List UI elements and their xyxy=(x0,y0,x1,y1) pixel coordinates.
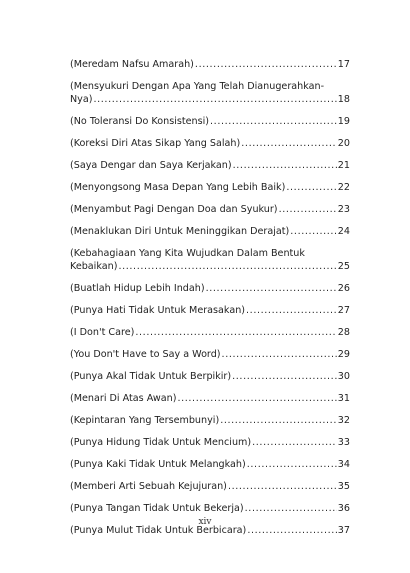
toc-title: (Buatlah Hidup Lebih Indah) xyxy=(70,283,205,294)
dot-leader xyxy=(290,225,337,238)
toc-title: (Punya Mulut Tidak Untuk Berbicara) xyxy=(70,525,247,536)
toc-page-number: 20 xyxy=(337,138,350,149)
toc-title: (Menari Di Atas Awan) xyxy=(70,393,177,404)
dot-leader xyxy=(286,181,336,194)
toc-title: (Punya Akal Tidak Untuk Berpikir) xyxy=(70,371,232,382)
dot-leader xyxy=(195,58,337,71)
dot-leader xyxy=(247,458,337,471)
dot-leader xyxy=(245,502,337,515)
toc-title: (No Toleransi Do Konsistensi) xyxy=(70,116,210,127)
dot-leader xyxy=(118,260,336,273)
dot-leader xyxy=(177,392,336,405)
dot-leader xyxy=(228,480,337,493)
toc-page-number: 18 xyxy=(337,94,350,105)
toc-entry xyxy=(70,115,350,128)
toc-page-number: 30 xyxy=(337,371,350,382)
dot-leader xyxy=(135,326,336,339)
toc-page-number: 28 xyxy=(337,327,350,338)
page-folio: xiv xyxy=(198,517,212,527)
toc-entry xyxy=(70,370,350,383)
toc-page-number: 21 xyxy=(337,160,350,171)
dot-leader xyxy=(279,203,337,216)
toc-entry xyxy=(70,414,350,427)
toc-entry xyxy=(70,203,350,216)
toc-title: (Menyongsong Masa Depan Yang Lebih Baik) xyxy=(70,182,286,193)
toc-page-number: 26 xyxy=(337,283,350,294)
toc-title: (You Don't Have to Say a Word) xyxy=(70,349,221,360)
dot-leader xyxy=(246,304,337,317)
toc-title: (Menyambut Pagi Dengan Doa dan Syukur) xyxy=(70,204,278,215)
toc-title-line1: (Mensyukuri Dengan Apa Yang Telah Dianugerahkan- xyxy=(70,81,325,92)
toc-title: (Punya Hati Tidak Untuk Merasakan) xyxy=(70,305,246,316)
toc-entry xyxy=(70,247,350,273)
toc-title: (Punya Kaki Tidak Untuk Melangkah) xyxy=(70,459,246,470)
toc-entry xyxy=(70,326,350,339)
toc-entry xyxy=(70,225,350,238)
dot-leader xyxy=(210,115,337,128)
toc-entry xyxy=(70,502,350,515)
toc-title: (Koreksi Diri Atas Sikap Yang Salah) xyxy=(70,138,241,149)
toc-entry xyxy=(70,80,350,106)
toc-entry xyxy=(70,348,350,361)
toc-entry xyxy=(70,58,350,71)
toc-entry xyxy=(70,436,350,449)
toc-page-number: 23 xyxy=(337,204,350,215)
toc-page-number: 29 xyxy=(337,349,350,360)
toc-page-number: 35 xyxy=(337,481,350,492)
toc-title: (Punya Tangan Tidak Untuk Bekerja) xyxy=(70,503,244,514)
toc-page-number: 25 xyxy=(337,261,350,272)
table-of-contents xyxy=(70,58,350,537)
toc-page-number: 36 xyxy=(337,503,350,514)
toc-title: (I Don't Care) xyxy=(70,327,135,338)
toc-entry xyxy=(70,392,350,405)
toc-title: (Saya Dengar dan Saya Kerjakan) xyxy=(70,160,232,171)
toc-title: (Meredam Nafsu Amarah) xyxy=(70,59,194,70)
dot-leader xyxy=(233,159,337,172)
toc-page-number: 22 xyxy=(337,182,350,193)
toc-entry xyxy=(70,159,350,172)
dot-leader xyxy=(93,93,336,106)
toc-page-number: 19 xyxy=(337,116,350,127)
toc-page-number: 27 xyxy=(337,305,350,316)
dot-leader xyxy=(220,414,337,427)
toc-page-number: 37 xyxy=(337,525,350,536)
dot-leader xyxy=(241,137,337,150)
toc-page-number: 17 xyxy=(337,59,350,70)
toc-entry xyxy=(70,458,350,471)
toc-entry xyxy=(70,181,350,194)
toc-title-line2: Nya) xyxy=(70,94,93,105)
dot-leader xyxy=(222,348,337,361)
toc-title: (Menaklukan Diri Untuk Meninggikan Derajat) xyxy=(70,226,290,237)
dot-leader xyxy=(206,282,337,295)
toc-page-number: 34 xyxy=(337,459,350,470)
toc-title-line2: Kebaikan) xyxy=(70,261,118,272)
toc-title: (Memberi Arti Sebuah Kejujuran) xyxy=(70,481,227,492)
toc-page-number: 32 xyxy=(337,415,350,426)
toc-page-number: 24 xyxy=(337,226,350,237)
toc-title-line1: (Kebahagiaan Yang Kita Wujudkan Dalam Bentuk xyxy=(70,248,305,259)
toc-title: (Punya Hidung Tidak Untuk Mencium) xyxy=(70,437,252,448)
toc-page-number: 31 xyxy=(337,393,350,404)
toc-page-number: 33 xyxy=(337,437,350,448)
dot-leader xyxy=(252,436,337,449)
toc-title: (Kepintaran Yang Tersembunyi) xyxy=(70,415,220,426)
dot-leader xyxy=(232,370,337,383)
toc-entry xyxy=(70,282,350,295)
toc-entry xyxy=(70,480,350,493)
toc-entry xyxy=(70,137,350,150)
toc-entry xyxy=(70,304,350,317)
